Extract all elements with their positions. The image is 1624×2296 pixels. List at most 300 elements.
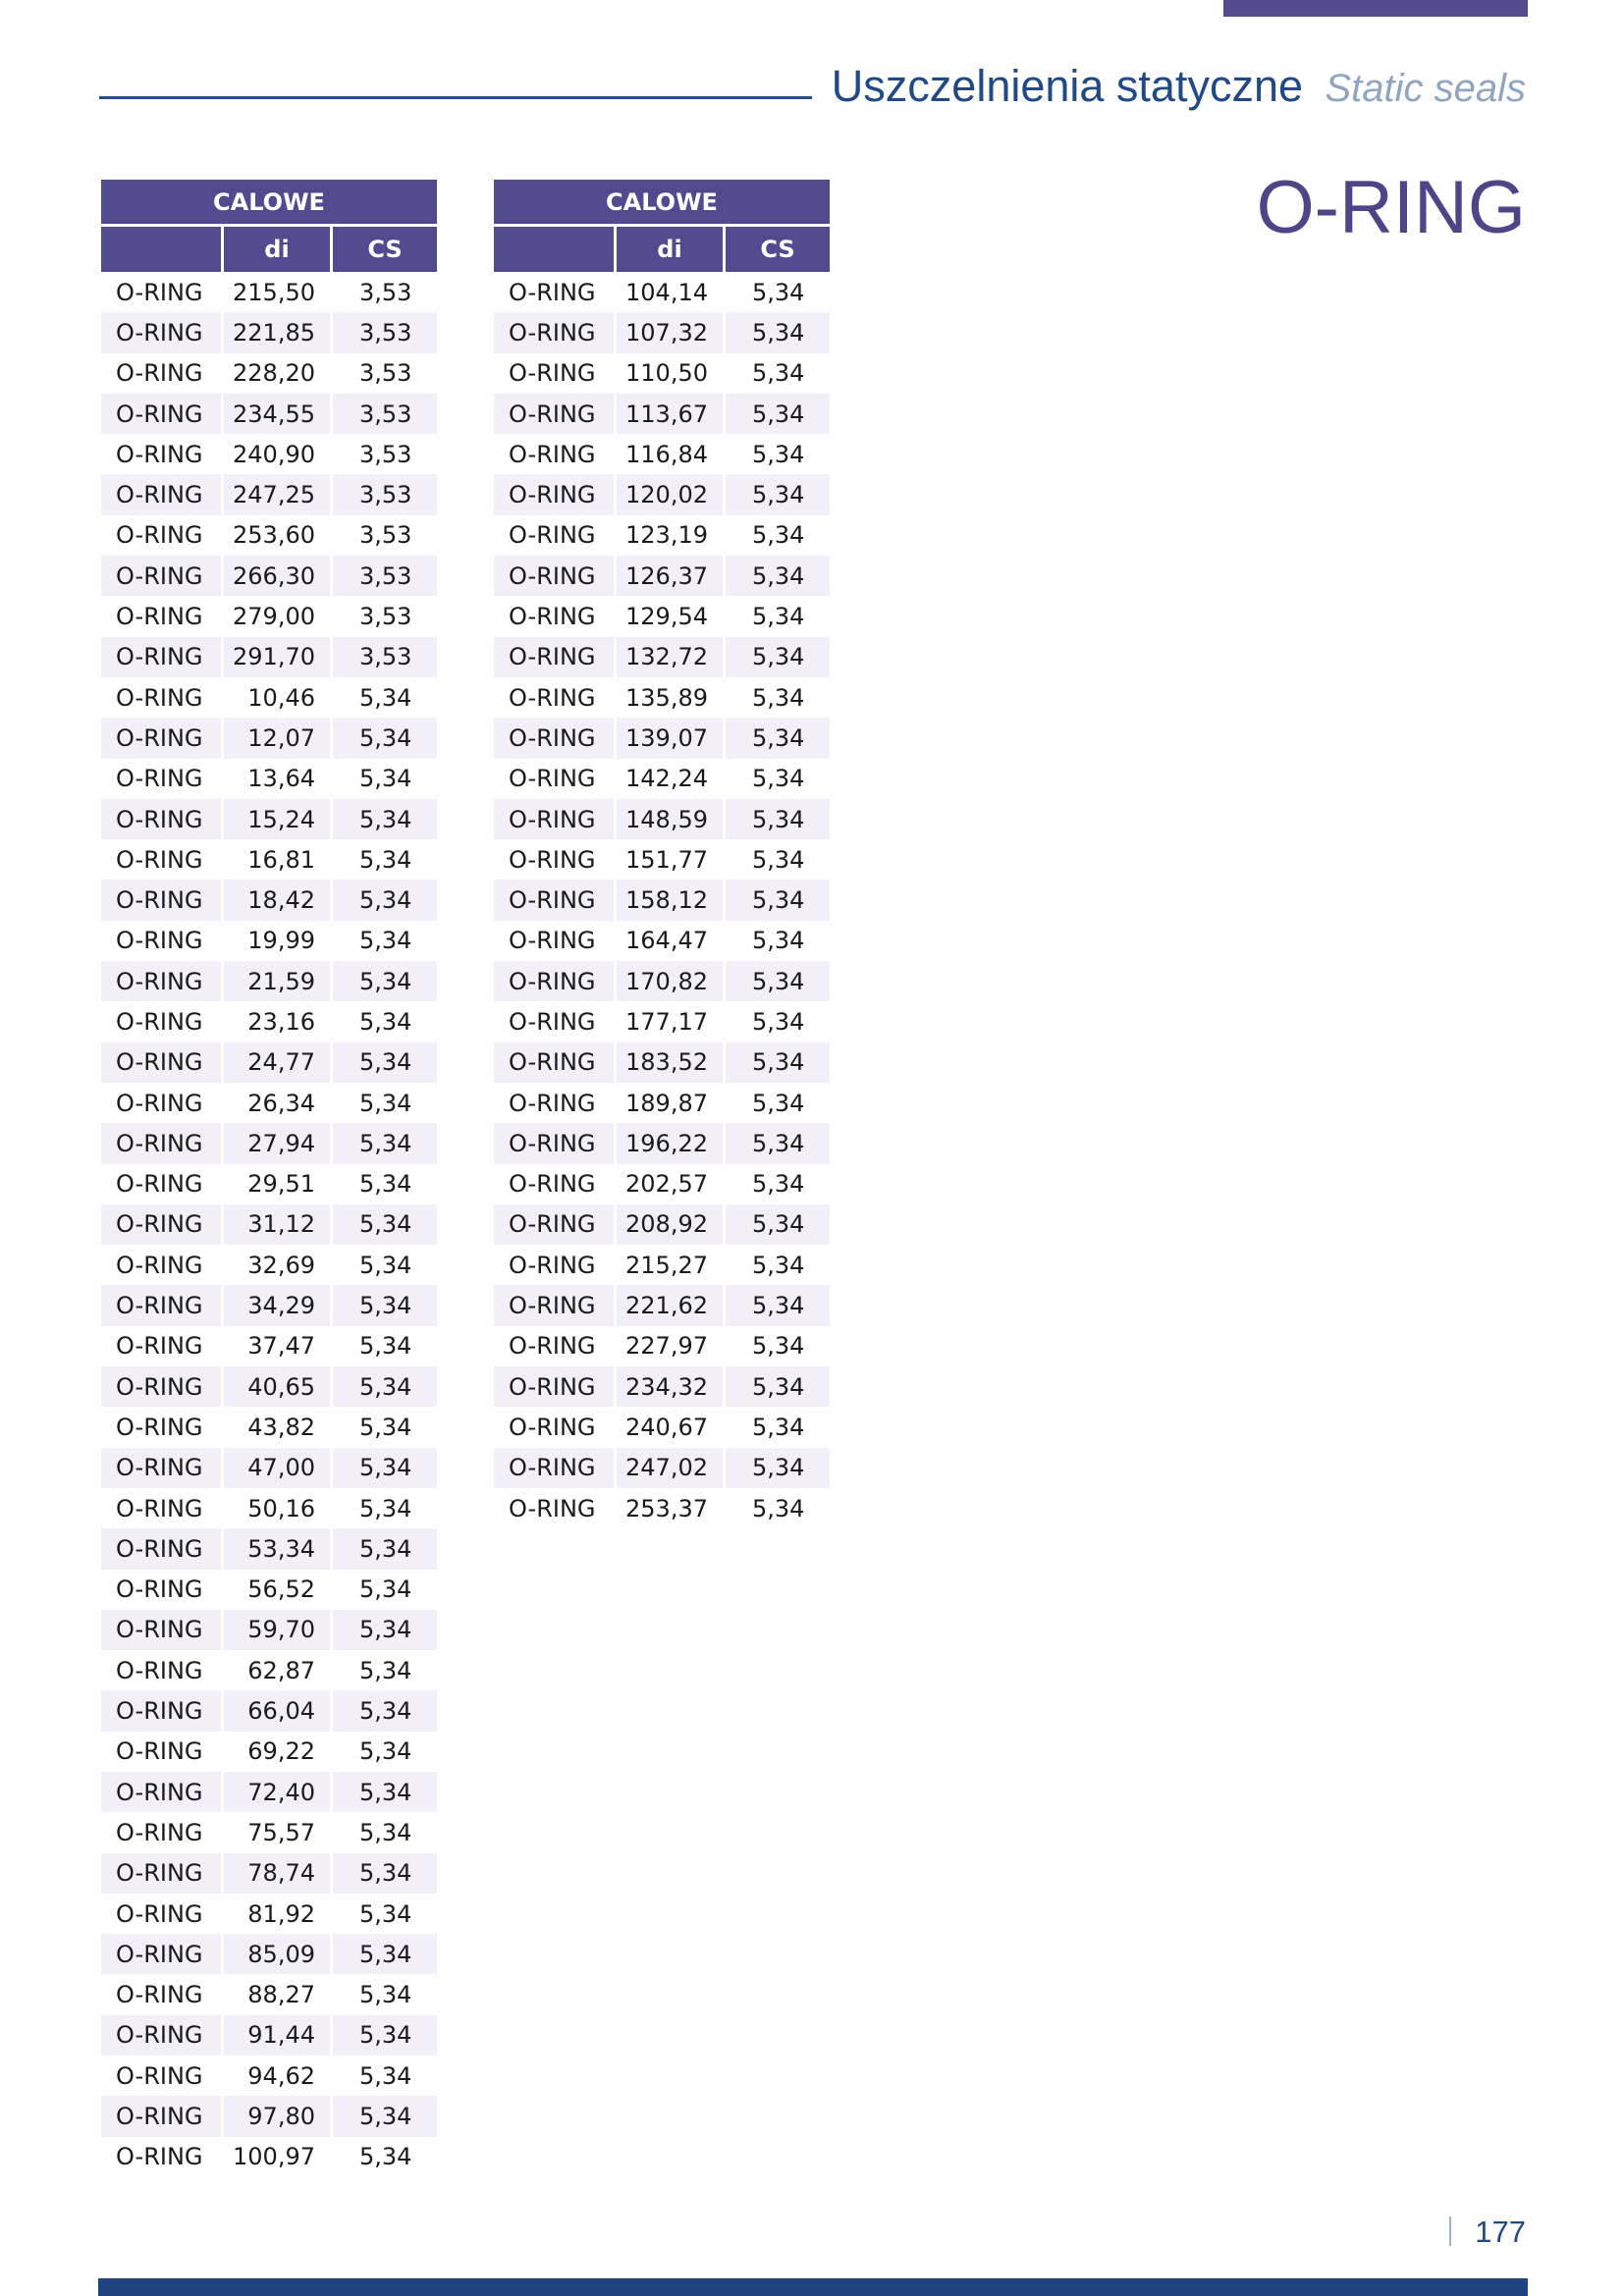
cell-cs: 5,34 — [333, 1042, 437, 1083]
cell-di: 21,59 — [224, 961, 330, 1001]
table-row — [101, 1974, 437, 2014]
cell-di: 100,97 — [233, 2143, 315, 2171]
cell-name: O-RING — [116, 683, 203, 712]
table-row — [101, 1570, 437, 1610]
cell-cs: 3,53 — [359, 278, 412, 306]
table-row — [101, 880, 437, 920]
cell-di: 66,04 — [224, 1690, 330, 1731]
cell-cs: 5,34 — [726, 1366, 830, 1407]
table-row — [101, 1934, 437, 1974]
cell-cs: 3,53 — [359, 521, 412, 550]
table-row — [101, 312, 437, 352]
cell-di: 177,17 — [625, 1007, 708, 1036]
cell-cs: 5,34 — [333, 1934, 437, 1974]
cell-cs: 5,34 — [359, 1332, 412, 1361]
table-row — [494, 1164, 830, 1204]
cell-name: O-RING — [116, 1656, 203, 1684]
bottom-bar — [98, 2278, 1528, 2296]
cell-di: 135,89 — [625, 683, 708, 712]
cell-name: O-RING — [101, 1610, 221, 1650]
table-row — [101, 1245, 437, 1285]
cell-cs: 3,53 — [359, 440, 412, 468]
sizes-table-1 — [98, 180, 440, 2177]
cell-name: O-RING — [116, 1899, 203, 1928]
cell-name: O-RING — [494, 880, 614, 920]
table-row — [101, 1732, 437, 1772]
cell-name: O-RING — [101, 961, 221, 1001]
cell-di: 94,62 — [247, 2061, 315, 2090]
cell-di: 196,22 — [617, 1123, 723, 1163]
table-row — [101, 1285, 437, 1325]
cell-di: 47,00 — [224, 1448, 330, 1488]
cell-name: O-RING — [494, 961, 614, 1001]
table-row — [101, 1407, 437, 1447]
cell-name: O-RING — [509, 1413, 596, 1441]
cell-di: 15,24 — [224, 799, 330, 839]
cell-di: 126,37 — [617, 556, 723, 596]
cell-di: 247,25 — [224, 474, 330, 514]
cell-name: O-RING — [116, 1089, 203, 1117]
cell-cs: 3,53 — [333, 556, 437, 596]
cell-di: 116,84 — [625, 440, 708, 468]
cell-cs: 3,53 — [333, 312, 437, 352]
cell-name: O-RING — [116, 1007, 203, 1036]
cell-name: O-RING — [494, 474, 614, 514]
cell-name: O-RING — [494, 312, 614, 352]
cell-di: 170,82 — [617, 961, 723, 1001]
cell-di: 164,47 — [625, 927, 708, 955]
cell-name: O-RING — [494, 1123, 614, 1163]
cell-cs: 5,34 — [359, 2061, 412, 2090]
table-row — [101, 677, 437, 718]
cell-cs: 5,34 — [333, 1528, 437, 1569]
cell-cs: 5,34 — [726, 556, 830, 596]
table-row — [494, 1448, 830, 1488]
cell-cs: 5,34 — [726, 1285, 830, 1325]
cell-cs: 5,34 — [359, 683, 412, 712]
cell-di: 31,12 — [224, 1204, 330, 1245]
table-row — [494, 637, 830, 677]
cell-name: O-RING — [494, 799, 614, 839]
table-row — [101, 1204, 437, 1245]
table-row — [101, 839, 437, 880]
cell-di: 189,87 — [625, 1089, 708, 1117]
cell-name: O-RING — [116, 765, 203, 793]
cell-cs: 5,34 — [726, 1123, 830, 1163]
cell-di: 19,99 — [247, 927, 315, 955]
cell-di: 208,92 — [617, 1204, 723, 1245]
table-row — [494, 1245, 830, 1285]
cell-cs: 5,34 — [333, 1690, 437, 1731]
cell-di: 13,64 — [247, 765, 315, 793]
cell-di: 34,29 — [224, 1285, 330, 1325]
cell-name: O-RING — [101, 394, 221, 434]
cell-name: O-RING — [116, 845, 203, 874]
cell-cs: 5,34 — [333, 1772, 437, 1812]
cell-cs: 3,53 — [333, 394, 437, 434]
cell-cs: 5,34 — [752, 521, 805, 550]
table-row — [101, 353, 437, 394]
table-row — [101, 474, 437, 514]
table-row — [101, 1610, 437, 1650]
cell-di: 10,46 — [247, 683, 315, 712]
cell-di: 279,00 — [233, 603, 315, 631]
table-row — [101, 1366, 437, 1407]
table-row — [494, 921, 830, 961]
cell-di: 26,34 — [247, 1089, 315, 1117]
cell-cs: 5,34 — [752, 359, 805, 388]
cell-name: O-RING — [101, 799, 221, 839]
cell-name: O-RING — [101, 474, 221, 514]
table-row — [101, 1894, 437, 1934]
cell-cs: 5,34 — [726, 718, 830, 758]
cell-di: 81,92 — [247, 1899, 315, 1928]
table-row — [101, 1042, 437, 1083]
page-number-divider — [1449, 2216, 1451, 2246]
section-title-pl: Uszczelnienia statyczne — [831, 61, 1304, 111]
cell-di: 27,94 — [224, 1123, 330, 1163]
page-number: 177 — [1475, 2215, 1526, 2249]
cell-cs: 5,34 — [752, 1251, 805, 1279]
table-row — [494, 1285, 830, 1325]
cell-cs: 5,34 — [726, 1042, 830, 1083]
table-row — [101, 1488, 437, 1528]
cell-di: 253,37 — [625, 1494, 708, 1522]
cell-di: 129,54 — [625, 603, 708, 631]
cell-di: 151,77 — [625, 845, 708, 874]
table-row — [494, 1366, 830, 1407]
cell-cs: 5,34 — [726, 799, 830, 839]
cell-cs: 5,34 — [359, 765, 412, 793]
cell-di: 221,85 — [224, 312, 330, 352]
table-row — [494, 1123, 830, 1163]
cell-di: 240,90 — [233, 440, 315, 468]
cell-cs: 5,34 — [752, 927, 805, 955]
cell-name: O-RING — [509, 765, 596, 793]
cell-di: 23,16 — [247, 1007, 315, 1036]
cell-cs: 5,34 — [333, 880, 437, 920]
table-row — [101, 921, 437, 961]
table-row — [101, 1772, 437, 1812]
cell-name: O-RING — [494, 637, 614, 677]
cell-cs: 5,34 — [333, 1204, 437, 1245]
table-row — [494, 474, 830, 514]
cell-di: 123,19 — [625, 521, 708, 550]
cell-name: O-RING — [101, 1772, 221, 1812]
table-row — [101, 515, 437, 556]
cell-cs: 5,34 — [752, 1170, 805, 1199]
cell-di: 40,65 — [224, 1366, 330, 1407]
cell-name: O-RING — [116, 440, 203, 468]
table-row — [101, 1083, 437, 1123]
cell-di: 253,60 — [233, 521, 315, 550]
table-row — [101, 2056, 437, 2096]
cell-di: 107,32 — [617, 312, 723, 352]
cell-di: 85,09 — [224, 1934, 330, 1974]
cell-cs: 5,34 — [726, 961, 830, 1001]
cell-di: 91,44 — [224, 2015, 330, 2056]
table-row — [494, 961, 830, 1001]
cell-cs: 5,34 — [359, 1656, 412, 1684]
table-row — [494, 394, 830, 434]
cell-cs: 3,53 — [333, 637, 437, 677]
cell-name: O-RING — [494, 1285, 614, 1325]
cell-name: O-RING — [101, 2096, 221, 2136]
cell-name: O-RING — [101, 1690, 221, 1731]
cell-cs: 5,34 — [726, 394, 830, 434]
cell-di: 97,80 — [224, 2096, 330, 2136]
table-row — [494, 1001, 830, 1041]
cell-cs: 5,34 — [726, 1204, 830, 1245]
cell-name: O-RING — [494, 1366, 614, 1407]
column-header-di: di — [617, 224, 723, 272]
cell-name: O-RING — [116, 1332, 203, 1361]
table-row — [101, 2015, 437, 2056]
cell-di: 240,67 — [625, 1413, 708, 1441]
cell-name: O-RING — [116, 2143, 203, 2171]
section-header — [832, 61, 1526, 112]
table-row — [494, 799, 830, 839]
cell-name: O-RING — [101, 1042, 221, 1083]
cell-cs: 5,34 — [359, 1413, 412, 1441]
table-row — [101, 556, 437, 596]
cell-cs: 5,34 — [333, 1366, 437, 1407]
cell-cs: 5,34 — [726, 474, 830, 514]
cell-name: O-RING — [116, 521, 203, 550]
cell-name: O-RING — [101, 1123, 221, 1163]
cell-name: O-RING — [101, 312, 221, 352]
cell-cs: 5,34 — [752, 683, 805, 712]
cell-cs: 5,34 — [726, 637, 830, 677]
cell-name: O-RING — [509, 440, 596, 468]
cell-name: O-RING — [509, 521, 596, 550]
table-row — [494, 1042, 830, 1083]
table-row — [494, 353, 830, 394]
cell-cs: 5,34 — [359, 2143, 412, 2171]
table-row — [494, 718, 830, 758]
product-title: O-RING — [1256, 166, 1526, 249]
cell-di: 59,70 — [224, 1610, 330, 1650]
header-rule — [99, 96, 812, 99]
cell-name: O-RING — [116, 927, 203, 955]
cell-cs: 5,34 — [752, 1413, 805, 1441]
cell-di: 132,72 — [617, 637, 723, 677]
cell-name: O-RING — [116, 359, 203, 388]
cell-di: 43,82 — [247, 1413, 315, 1441]
cell-name: O-RING — [116, 1981, 203, 2009]
cell-name: O-RING — [509, 1251, 596, 1279]
cell-cs: 5,34 — [359, 1089, 412, 1117]
cell-cs: 5,34 — [359, 1575, 412, 1604]
cell-name: O-RING — [101, 1528, 221, 1569]
cell-di: 88,27 — [247, 1981, 315, 2009]
cell-name: O-RING — [116, 1737, 203, 1766]
cell-cs: 5,34 — [752, 440, 805, 468]
cell-cs: 5,34 — [752, 1089, 805, 1117]
cell-cs: 5,34 — [359, 845, 412, 874]
cell-name: O-RING — [101, 637, 221, 677]
cell-cs: 5,34 — [359, 1170, 412, 1199]
cell-cs: 5,34 — [333, 718, 437, 758]
table-row — [101, 718, 437, 758]
cell-di: 247,02 — [617, 1448, 723, 1488]
cell-name: O-RING — [101, 718, 221, 758]
cell-name: O-RING — [509, 1170, 596, 1199]
cell-cs: 5,34 — [359, 1007, 412, 1036]
cell-di: 56,52 — [247, 1575, 315, 1604]
cell-di: 120,02 — [617, 474, 723, 514]
cell-di: 139,07 — [617, 718, 723, 758]
table-row — [494, 759, 830, 799]
cell-name: O-RING — [101, 1204, 221, 1245]
cell-cs: 5,34 — [752, 603, 805, 631]
cell-di: 158,12 — [617, 880, 723, 920]
cell-name: O-RING — [116, 1494, 203, 1522]
cell-di: 142,24 — [625, 765, 708, 793]
table-row — [101, 1001, 437, 1041]
cell-cs: 5,34 — [726, 1448, 830, 1488]
cell-name: O-RING — [116, 1413, 203, 1441]
cell-di: 18,42 — [224, 880, 330, 920]
table-row — [101, 637, 437, 677]
cell-cs: 5,34 — [333, 1610, 437, 1650]
group-header: CALOWE — [494, 180, 830, 224]
cell-cs: 5,34 — [359, 1737, 412, 1766]
cell-cs: 5,34 — [726, 880, 830, 920]
cell-di: 183,52 — [617, 1042, 723, 1083]
table-row — [101, 799, 437, 839]
cell-di: 75,57 — [247, 1818, 315, 1846]
cell-cs: 5,34 — [752, 1494, 805, 1522]
cell-di: 148,59 — [617, 799, 723, 839]
cell-name: O-RING — [494, 1204, 614, 1245]
column-header-di: di — [224, 224, 330, 272]
cell-name: O-RING — [101, 1285, 221, 1325]
cell-name: O-RING — [101, 2015, 221, 2056]
table-row — [494, 434, 830, 474]
top-tab-bar — [1223, 0, 1528, 17]
cell-di: 221,62 — [617, 1285, 723, 1325]
cell-name: O-RING — [101, 880, 221, 920]
cell-name: O-RING — [101, 1934, 221, 1974]
cell-di: 78,74 — [224, 1853, 330, 1894]
table-row — [494, 272, 830, 312]
cell-name: O-RING — [509, 845, 596, 874]
table-row — [494, 1488, 830, 1528]
cell-di: 234,55 — [224, 394, 330, 434]
cell-name: O-RING — [494, 556, 614, 596]
cell-cs: 5,34 — [359, 1251, 412, 1279]
table-row — [101, 1326, 437, 1366]
table-row — [101, 1812, 437, 1852]
cell-di: 53,34 — [224, 1528, 330, 1569]
table-row — [494, 312, 830, 352]
cell-name: O-RING — [101, 1366, 221, 1407]
cell-cs: 5,34 — [333, 1448, 437, 1488]
cell-cs: 5,34 — [333, 2096, 437, 2136]
table-row — [101, 394, 437, 434]
table-row — [101, 2137, 437, 2177]
cell-cs: 5,34 — [752, 1332, 805, 1361]
cell-cs: 5,34 — [333, 799, 437, 839]
cell-di: 227,97 — [625, 1332, 708, 1361]
cell-name: O-RING — [509, 927, 596, 955]
cell-di: 24,77 — [224, 1042, 330, 1083]
table-body — [494, 272, 830, 1528]
cell-name: O-RING — [494, 1042, 614, 1083]
cell-di: 50,16 — [247, 1494, 315, 1522]
cell-name: O-RING — [509, 359, 596, 388]
cell-di: 104,14 — [625, 278, 708, 306]
table-row — [101, 759, 437, 799]
table-row — [101, 1123, 437, 1163]
cell-name: O-RING — [509, 1494, 596, 1522]
table-body — [101, 272, 437, 2177]
table-row — [101, 1164, 437, 1204]
cell-cs: 5,34 — [359, 1494, 412, 1522]
cell-di: 29,51 — [247, 1170, 315, 1199]
cell-name: O-RING — [101, 1448, 221, 1488]
cell-cs: 5,34 — [752, 278, 805, 306]
cell-cs: 5,34 — [752, 845, 805, 874]
column-header-cs: CS — [726, 224, 830, 272]
cell-name: O-RING — [494, 394, 614, 434]
table-row — [494, 880, 830, 920]
group-header: CALOWE — [101, 180, 437, 224]
column-header-name — [494, 224, 614, 272]
table-row — [494, 1083, 830, 1123]
table-row — [101, 596, 437, 636]
cell-name: O-RING — [116, 1170, 203, 1199]
cell-di: 12,07 — [224, 718, 330, 758]
cell-name: O-RING — [116, 1575, 203, 1604]
cell-cs: 5,34 — [333, 1285, 437, 1325]
table-row — [494, 1204, 830, 1245]
cell-cs: 5,34 — [752, 765, 805, 793]
cell-name: O-RING — [116, 278, 203, 306]
cell-cs: 5,34 — [333, 1123, 437, 1163]
cell-cs: 5,34 — [752, 1007, 805, 1036]
table-row — [101, 961, 437, 1001]
cell-name: O-RING — [509, 1007, 596, 1036]
cell-di: 37,47 — [247, 1332, 315, 1361]
cell-di: 72,40 — [224, 1772, 330, 1812]
table-row — [494, 556, 830, 596]
cell-di: 291,70 — [224, 637, 330, 677]
table-row — [101, 1528, 437, 1569]
cell-name: O-RING — [509, 683, 596, 712]
column-header-cs: CS — [333, 224, 437, 272]
cell-di: 62,87 — [247, 1656, 315, 1684]
cell-name: O-RING — [101, 1853, 221, 1894]
cell-name: O-RING — [509, 603, 596, 631]
cell-name: O-RING — [509, 1332, 596, 1361]
table-row — [101, 434, 437, 474]
cell-name: O-RING — [509, 1089, 596, 1117]
cell-cs: 5,34 — [333, 2015, 437, 2056]
table-row — [101, 1448, 437, 1488]
table-row — [494, 515, 830, 556]
cell-di: 202,57 — [625, 1170, 708, 1199]
cell-name: O-RING — [116, 1818, 203, 1846]
table-row — [494, 1326, 830, 1366]
table-row — [101, 2096, 437, 2136]
table-row — [494, 839, 830, 880]
cell-cs: 5,34 — [726, 312, 830, 352]
cell-cs: 5,34 — [359, 1899, 412, 1928]
cell-di: 16,81 — [247, 845, 315, 874]
cell-cs: 3,53 — [359, 603, 412, 631]
